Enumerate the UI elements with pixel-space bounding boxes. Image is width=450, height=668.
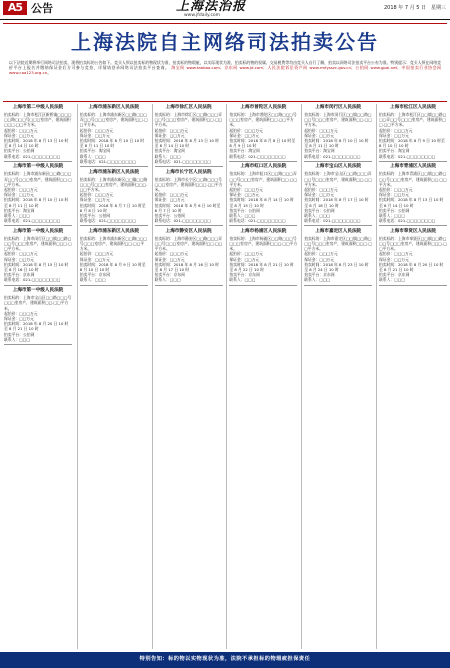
court-name: 上海市浦东新区人民法院: [88, 105, 140, 110]
notice-divider: [155, 285, 223, 286]
notice-line: 起拍价：□□□万元: [304, 127, 338, 133]
notice-divider: [4, 285, 72, 286]
auction-notice: [302, 164, 374, 226]
notice-column-6: [376, 104, 449, 649]
notice-line: 起拍价：□□□万元: [304, 186, 338, 192]
notice-divider: [155, 225, 223, 226]
notice-line: 保证金：□□万元: [229, 192, 260, 198]
notice-line: 拍卖平台：公拍网: [304, 207, 335, 213]
notice-line: 保证金：□□万元: [379, 192, 409, 198]
auction-notice: [153, 229, 225, 285]
notice-divider: [379, 285, 447, 286]
notice-line: 联系人：□□□: [379, 277, 405, 283]
notice-line: 联系电话：021-□□□□□□□□: [79, 158, 137, 164]
notice-line: 联系人：□□□: [4, 212, 30, 218]
notice-line: 拍卖标的：上海市闵行区□□镇□□路□□□号□□□室房产，建筑面积□□.□□平方米。: [304, 112, 372, 128]
notice-divider: [155, 166, 223, 167]
notice-line: 起拍价：□□□万元: [79, 192, 114, 198]
notice-line: 起拍价：□□□万元: [379, 251, 413, 257]
notice-line: 拍卖标的：上海市浦东新区□□路□□□号□□□室房产，建筑面积□□.□□平方米。: [79, 235, 148, 252]
notice-line: 拍卖平台：公拍网: [154, 212, 185, 218]
notice-line: 拍卖标的：上海市松江区新桥镇□□□□□□路□□□号□□□室房产，建筑面积□□□.□□平方米。: [4, 112, 72, 128]
notice-line: 保证金：□□万元: [4, 192, 34, 198]
notice-line: 起拍价：□□□万元: [154, 192, 189, 198]
section-name: 公告: [31, 2, 53, 15]
auction-notice: [227, 229, 299, 285]
notice-line: 拍卖平台：公拍网: [229, 207, 260, 213]
auction-notice: [2, 164, 74, 226]
notice-line: 拍卖时间：2018 年 8 月 8 日 10 时至 8 月 9 日 10 时: [229, 138, 296, 149]
notice-line: 联系人：□□□: [4, 336, 30, 342]
court-name: 上海市第一中级人民法院: [12, 288, 64, 294]
notice-divider: [4, 161, 72, 162]
court-name: 上海市虹口区人民法院: [240, 164, 287, 170]
court-name: 上海市嘉定区人民法院: [315, 228, 362, 234]
notice-line: 拍卖时间：2018 年 8 月 13 日 10 时至 8 月 14 日 10 时: [379, 197, 444, 208]
intro-text: 以下法院近期将举行网络司法拍卖，现将拍卖标的公告如下。竞买人须以拍卖标的物现状为准，拍卖标的物瑕疵，以实际现状为准，拍卖标的物的权属、交易税费等均由竞买人自行了解，拍卖以网络司法拍卖平台公布为准。特别提示：竞买人须在网络竞价平台上报名并缴纳保证金后方可参与竞拍，详情请登录网络司法拍卖平台查询。: [9, 60, 441, 71]
notice-line: 保证金：□□万元: [304, 132, 335, 138]
notice-line: 起拍价：□□□万元: [4, 127, 38, 133]
notice-line: 拍卖时间：2018 年 8 月 20 日 10 时至 8 月 21 日 10 时: [379, 261, 444, 273]
notice-line: 拍卖时间：2018 年 8 月 13 日 10 时至 8 月 14 日 10 时: [154, 138, 219, 149]
notice-line: 保证金：□□万元: [4, 132, 34, 138]
notice-line: 保证金：□□万元: [229, 132, 260, 138]
notice-line: 联系电话：021-□□□□□□□□: [154, 158, 211, 164]
newspaper-masthead: 上海法治报: [176, 0, 247, 14]
notice-line: 拍卖平台：京东网: [79, 272, 111, 278]
notice-line: 拍卖时间：2018 年 8 月 9 日 10 时至 8 月 10 日 10 时: [79, 261, 146, 273]
notice-divider: [379, 161, 447, 162]
issue-date: 2018 年 7 月 5 日 星期三: [383, 5, 446, 11]
notice-columns: [2, 104, 448, 649]
notice-line: 拍卖时间：2018 年 8 月 16 日 10 时至 8 月 17 日 10 时: [154, 261, 219, 273]
notice-line: 起拍价：□□□万元: [229, 251, 263, 257]
notice-line: 拍卖时间：2018 年 8 月 7 日 10 时至 8 月 8 日 10 时: [79, 202, 146, 213]
court-name: 上海市青浦区人民法院: [390, 164, 436, 170]
notice-line: 起拍价：□□□万元: [379, 127, 413, 133]
court-name: 上海市奉贤区人民法院: [390, 228, 436, 234]
notice-line: 拍卖标的：上海市浦东新区□□路□□□弄□□号□□□室房产，建筑面积□□.□□平方米。: [79, 112, 148, 128]
notice-line: 拍卖时间：2018 年 8 月 10 日 10 时至 8 月 11 日 10 时: [79, 138, 145, 149]
notice-line: 起拍价：□□□万元: [229, 186, 263, 192]
auction-notice: [153, 105, 225, 167]
auction-notice: [377, 229, 449, 285]
notice-line: 联系电话：021-□□□□□□□□: [304, 153, 361, 159]
auction-notice: [2, 229, 74, 285]
court-name: 上海市浦东新区人民法院: [88, 228, 140, 234]
notice-line: 联系电话：021-□□□□□□□□: [229, 153, 286, 159]
page-number-badge: A5: [3, 1, 27, 15]
court-name: 上海市第二中级人民法院: [12, 105, 64, 110]
auction-notice: [153, 170, 225, 226]
court-name: 上海市杨浦区人民法院: [240, 228, 287, 234]
court-name: 上海市宝山区人民法院: [315, 164, 362, 170]
notice-line: 保证金：□□万元: [304, 256, 335, 262]
notice-line: 联系人：□□□: [154, 153, 181, 159]
notice-line: 拍卖标的：上海市普陀区□□路□□□号□□□室房产，建筑面积□□.□□平方米。: [229, 112, 297, 128]
notice-divider: [379, 225, 447, 226]
notice-divider: [4, 225, 72, 226]
notice-line: 保证金：□□万元: [79, 132, 110, 138]
notice-line: 拍卖时间：2018 年 8 月 10 日 10 时至 8 月 11 日 10 时: [304, 138, 369, 149]
page-header: [0, 0, 450, 20]
notice-column-3: [152, 104, 225, 649]
page-title: 上海法院自主网络司法拍卖公告: [71, 30, 379, 54]
notice-line: 拍卖平台：京东网: [154, 272, 185, 278]
notice-line: 拍卖标的：上海市浦东新区□□路□□□弄□□号□□□室房产，建筑面积□□.□□平方米。: [4, 171, 72, 187]
auction-notice: [377, 164, 449, 226]
notice-divider: [229, 161, 297, 162]
notice-divider: [304, 225, 372, 226]
notice-line: 拍卖平台：淘宝网: [79, 148, 111, 154]
notice-divider: [304, 285, 372, 286]
notice-line: 联系人：□□□: [304, 212, 331, 218]
auction-notice: [227, 105, 299, 161]
notice-line: 起拍价：□□□万元: [79, 127, 114, 133]
notice-line: 联系人：□□□: [154, 277, 181, 283]
notice-line: 联系人：□□□: [379, 212, 405, 218]
notice-line: 起拍价：□□□万元: [4, 186, 38, 192]
title-block: [3, 23, 447, 102]
notice-line: 拍卖标的：上海市杨浦区□□路□□□号□□□室房产，建筑面积□□□.□□平方米。: [229, 235, 298, 252]
notice-line: 联系人：□□□: [229, 212, 256, 218]
court-name: 上海市浦东新区人民法院: [88, 169, 140, 175]
notice-divider: [80, 225, 148, 226]
notice-divider: [229, 285, 297, 286]
notice-line: 起拍价：□□□万元: [79, 251, 114, 257]
court-name: 上海市松江区人民法院: [390, 105, 436, 110]
notice-divider: [80, 285, 148, 286]
notice-line: 起拍价：□□□万元: [379, 186, 413, 192]
notice-line: 拍卖平台：淘宝网: [4, 207, 35, 213]
notice-line: 拍卖时间：2018 年 8 月 10 日 10 时至 8 月 11 日 10 时: [4, 197, 69, 208]
notice-line: 保证金：□□万元: [4, 316, 34, 321]
notice-line: 拍卖平台：公拍网: [379, 207, 410, 213]
notice-line: 拍卖标的：上海市浦东新区□□镇□□路□□□号□□□室房产，建筑面积□□□.□□平方米。: [79, 176, 148, 192]
court-name: 上海市闵行区人民法院: [315, 105, 362, 110]
notice-line: 拍卖标的：上海市青浦区□□镇□□路□□□号□□□室房产，建筑面积□□.□□平方米。: [379, 171, 447, 187]
court-name: 上海市徐汇区人民法院: [165, 105, 212, 110]
intro-paragraph: [9, 60, 441, 75]
notice-line: 拍卖时间：2018 年 8 月 13 日 10 时至 8 月 14 日 10 时: [4, 138, 69, 149]
auction-notice: [78, 105, 150, 167]
notice-line: 拍卖平台：淘宝网: [379, 148, 410, 154]
notice-line: 起拍价：□□□万元: [4, 251, 38, 257]
auction-notice: [2, 288, 74, 344]
notice-line: 拍卖时间：2018 年 8 月 20 日 10 时至 8 月 21 日 10 时: [4, 321, 69, 332]
notice-line: 联系电话：021-□□□□□□□□: [4, 277, 61, 283]
notice-divider: [229, 225, 297, 226]
intro-sites: 淘宝网 www.taobao.com；京东网 www.jd.com；人民法院诉讼资产网 www.rmfysszc.gov.cn；公拍网 www.gpai.net；中国拍卖行业协会网 www.caa123.org.cn。: [9, 65, 441, 76]
notice-line: 联系电话：021-□□□□□□□□: [79, 218, 137, 224]
notice-line: 联系人：□□□: [79, 153, 106, 159]
notice-line: 拍卖标的：上海市徐汇区□□路□□□弄□□号□□□室房产，建筑面积□□.□□平方米。: [154, 112, 223, 128]
notice-line: 联系人：□□□: [304, 277, 331, 283]
notice-line: 保证金：□□万元: [379, 256, 409, 262]
court-name: 上海市普陀区人民法院: [240, 105, 287, 110]
notice-line: 联系电话：021-□□□□□□□□: [229, 218, 286, 224]
title-rule: [3, 101, 447, 102]
notice-line: 联系人：□□□: [79, 277, 106, 283]
notice-line: 拍卖平台：公拍网: [79, 212, 111, 218]
notice-divider: [80, 166, 148, 167]
notice-line: 拍卖平台：公拍网: [4, 331, 35, 337]
notice-divider: [4, 344, 72, 345]
court-name: 上海市长宁区人民法院: [165, 169, 212, 175]
notice-line: 拍卖时间：2018 年 8 月 23 日 10 时至 8 月 24 日 10 时: [304, 261, 369, 273]
notice-line: 拍卖标的：上海市宝山区□□路□□□号□□□室房产，建筑面积□□.□□平方米。: [4, 295, 72, 311]
notice-line: 保证金：□□万元: [154, 132, 185, 138]
notice-line: 拍卖平台：京东网: [4, 272, 35, 278]
notice-line: 起拍价：□□□万元: [4, 310, 38, 316]
notice-line: 保证金：□□万元: [154, 256, 185, 262]
notice-line: 拍卖标的：上海市宝山区□□路□□□弄□□号□□□室房产，建筑面积□□.□□平方米。: [304, 171, 372, 187]
notice-line: 保证金：□□万元: [229, 256, 260, 262]
footer-notice: 特别告知：标的物以实物现状为准，法院不承担标的物瑕疵担保责任: [139, 656, 311, 662]
notice-line: 保证金：□□万元: [79, 197, 110, 203]
notice-line: 联系电话：021-□□□□□□□□: [379, 153, 436, 159]
notice-divider: [304, 161, 372, 162]
header-rule: [0, 19, 450, 20]
auction-notice: [302, 229, 374, 285]
court-name: 上海市静安区人民法院: [165, 228, 212, 234]
notice-line: 联系电话：021-□□□□□□□□: [4, 218, 61, 224]
notice-line: 拍卖标的：上海市长宁区□□路□□□号□□□室房产，建筑面积□□□.□□平方米。: [154, 176, 223, 192]
notice-line: 拍卖平台：京东网: [379, 272, 410, 278]
notice-column-1: [2, 104, 74, 649]
notice-line: 拍卖时间：2018 年 8 月 6 日 10 时至 8 月 7 日 10 时: [154, 202, 221, 213]
notice-line: 拍卖平台：淘宝网: [304, 148, 335, 154]
notice-line: 拍卖标的：上海市松江区□□镇□□路□□□弄□□号□□□室房产，建筑面积□□.□□平方米。: [379, 112, 447, 128]
auction-notice: [78, 229, 150, 285]
notice-line: 拍卖时间：2018 年 8 月 21 日 10 时至 8 月 22 日 10 时: [229, 261, 294, 273]
notice-line: 拍卖时间：2018 年 8 月 9 日 10 时至 8 月 10 日 10 时: [379, 138, 445, 149]
auction-notice: [78, 170, 150, 226]
footer-banner: [0, 652, 450, 668]
notice-line: 拍卖平台：淘宝网: [229, 148, 260, 154]
auction-notice: [227, 164, 299, 226]
notice-line: 起拍价：□□□万元: [229, 127, 263, 133]
notice-line: 联系人：□□□: [229, 277, 256, 283]
auction-notice: [302, 105, 374, 161]
notice-line: 联系电话：021-□□□□□□□□: [154, 218, 211, 224]
court-name: 上海市第一中级人民法院: [12, 228, 64, 234]
court-name: 上海市第一中级人民法院: [12, 164, 64, 170]
notice-column-2: [77, 104, 150, 649]
notice-line: 起拍价：□□□万元: [154, 127, 189, 133]
notice-line: 保证金：□□万元: [79, 256, 110, 262]
notice-line: 拍卖时间：2018 年 8 月 17 日 10 时至 8 月 18 日 10 时: [304, 197, 369, 208]
notice-line: 拍卖平台：淘宝网: [154, 148, 185, 154]
notice-line: 拍卖标的：上海市奉贤区□□镇□□路□□□号□□□室房产，建筑面积□□□.□□平方米。: [379, 235, 447, 252]
notice-line: 拍卖时间：2018 年 8 月 15 日 10 时至 8 月 16 日 10 时: [4, 261, 69, 273]
notice-line: 联系电话：021-□□□□□□□□: [379, 218, 436, 224]
notice-line: 保证金：□□万元: [4, 256, 34, 262]
notice-line: 联系电话：021-□□□□□□□□: [4, 153, 61, 159]
notice-line: 保证金：□□万元: [154, 197, 185, 203]
auction-notice: [2, 105, 74, 161]
notice-line: 拍卖标的：上海市虹口区□□路□□□弄□□号□□□室房产，建筑面积□□.□□平方米。: [229, 171, 298, 187]
notice-line: 联系电话：021-□□□□□□□□: [304, 218, 361, 224]
notice-line: 保证金：□□万元: [379, 132, 409, 138]
website-url: www.jfdaily.com: [184, 13, 221, 18]
auction-notice: [377, 105, 449, 161]
notice-line: 起拍价：□□□万元: [304, 251, 338, 257]
notice-line: 拍卖标的：上海市嘉定区□□镇□□路□□□号□□□室房产，建筑面积□□□.□□平方米。: [304, 235, 372, 252]
notice-line: 起拍价：□□□万元: [154, 251, 189, 257]
notice-line: 拍卖平台：公拍网: [4, 148, 35, 154]
notice-line: 拍卖标的：上海市静安区□□路□□□弄□□号□□□室房产，建筑面积□□.□□平方米。: [154, 235, 223, 252]
notice-line: 拍卖平台：京东网: [229, 272, 260, 278]
notice-column-5: [301, 104, 374, 649]
notice-line: 拍卖时间：2018 年 8 月 14 日 10 时至 8 月 15 日 10 时: [229, 197, 294, 208]
notice-column-4: [226, 104, 299, 649]
notice-line: 拍卖平台：京东网: [304, 272, 335, 278]
notice-line: 保证金：□□万元: [304, 192, 335, 198]
notice-line: 拍卖标的：上海市闵行区□□镇□□路□□□号□□□室房产，建筑面积□□□.□□平方米。: [4, 235, 72, 252]
